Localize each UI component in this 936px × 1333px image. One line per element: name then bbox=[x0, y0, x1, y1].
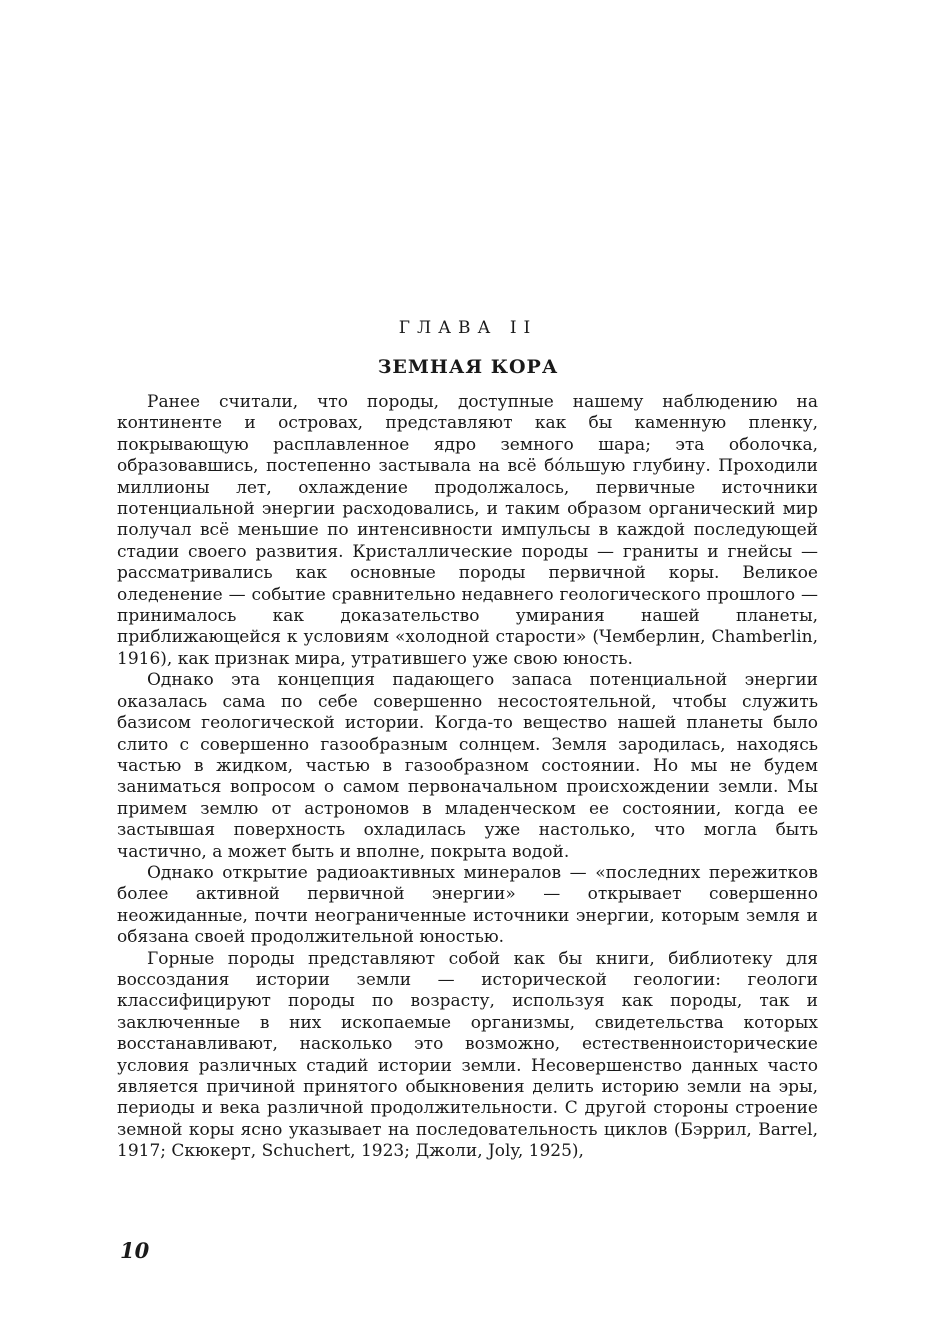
paragraph: Горные породы представляют собой как бы книги, библиотеку для воссоздания истории земли — исторической геологии: геологи классифицируют породы по возрасту, используя как породы, так и заключенные в них ископаемые организмы, свидетельства которых восстанавливают, насколько это возможно, естественноисторические условия различных стадий истории земли. Несовершенство данных часто является причиной принятого обыкновения делить историю земли на эры, периоды и века различной продолжительности. С другой стороны строение земной коры ясно указывает на последовательность циклов (Бэррил, Barrel, 1917; Скюкерт, Schuchert, 1923; Джоли, Joly, 1925), bbox=[117, 948, 818, 1162]
paragraph: Ранее считали, что породы, доступные нашему наблюдению на континенте и островах, представляют как бы каменную пленку, покрывающую расплавленное ядро земного шара; эта оболочка, образовавшись, постепенно застывала на всё бо́льшую глубину. Проходили миллионы лет, охлаждение продолжалось, первичные источники потенциальной энергии расходовались, и таким образом органический мир получал всё меньшие по интенсивности импульсы в каждой последующей стадии своего развития. Кристаллические породы — граниты и гнейсы — рассматривались как основные породы первичной коры. Великое оледенение — событие сравнительно недавнего геологического прошлого — принималось как доказательство умирания нашей планеты, приближающейся к условиям «холодной старости» (Чемберлин, Chamberlin, 1916), как признак мира, утратившего уже свою юность. bbox=[117, 392, 818, 669]
page-number: 10 bbox=[120, 1238, 150, 1263]
paragraph: Однако открытие радиоактивных минералов — «последних пережитков более активной первичной энергии» — открывает совершенно неожиданные, почти неограниченные источники энергии, которым земля и обязана своей продолжительной юностью. bbox=[117, 862, 818, 948]
body-text bbox=[117, 392, 818, 1163]
chapter-label: ГЛАВА II bbox=[398, 318, 538, 338]
paragraph: Однако эта концепция падающего запаса потенциальной энергии оказалась сама по себе совершенно несостоятельной, чтобы служить базисом геологической истории. Когда-то вещество нашей планеты было слито с совершенно газообразным солнцем. Земля зародилась, находясь частью в жидком, частью в газообразном состоянии. Но мы не будем заниматься вопросом о самом первоначальном происхождении земли. Мы примем землю от астрономов в младенческом ее состоянии, когда ее застывшая поверхность охладилась уже настолько, что могла быть частично, а может быть и вполне, покрыта водой. bbox=[117, 670, 818, 862]
chapter-title: ЗЕМНАЯ КОРА bbox=[377, 356, 559, 378]
